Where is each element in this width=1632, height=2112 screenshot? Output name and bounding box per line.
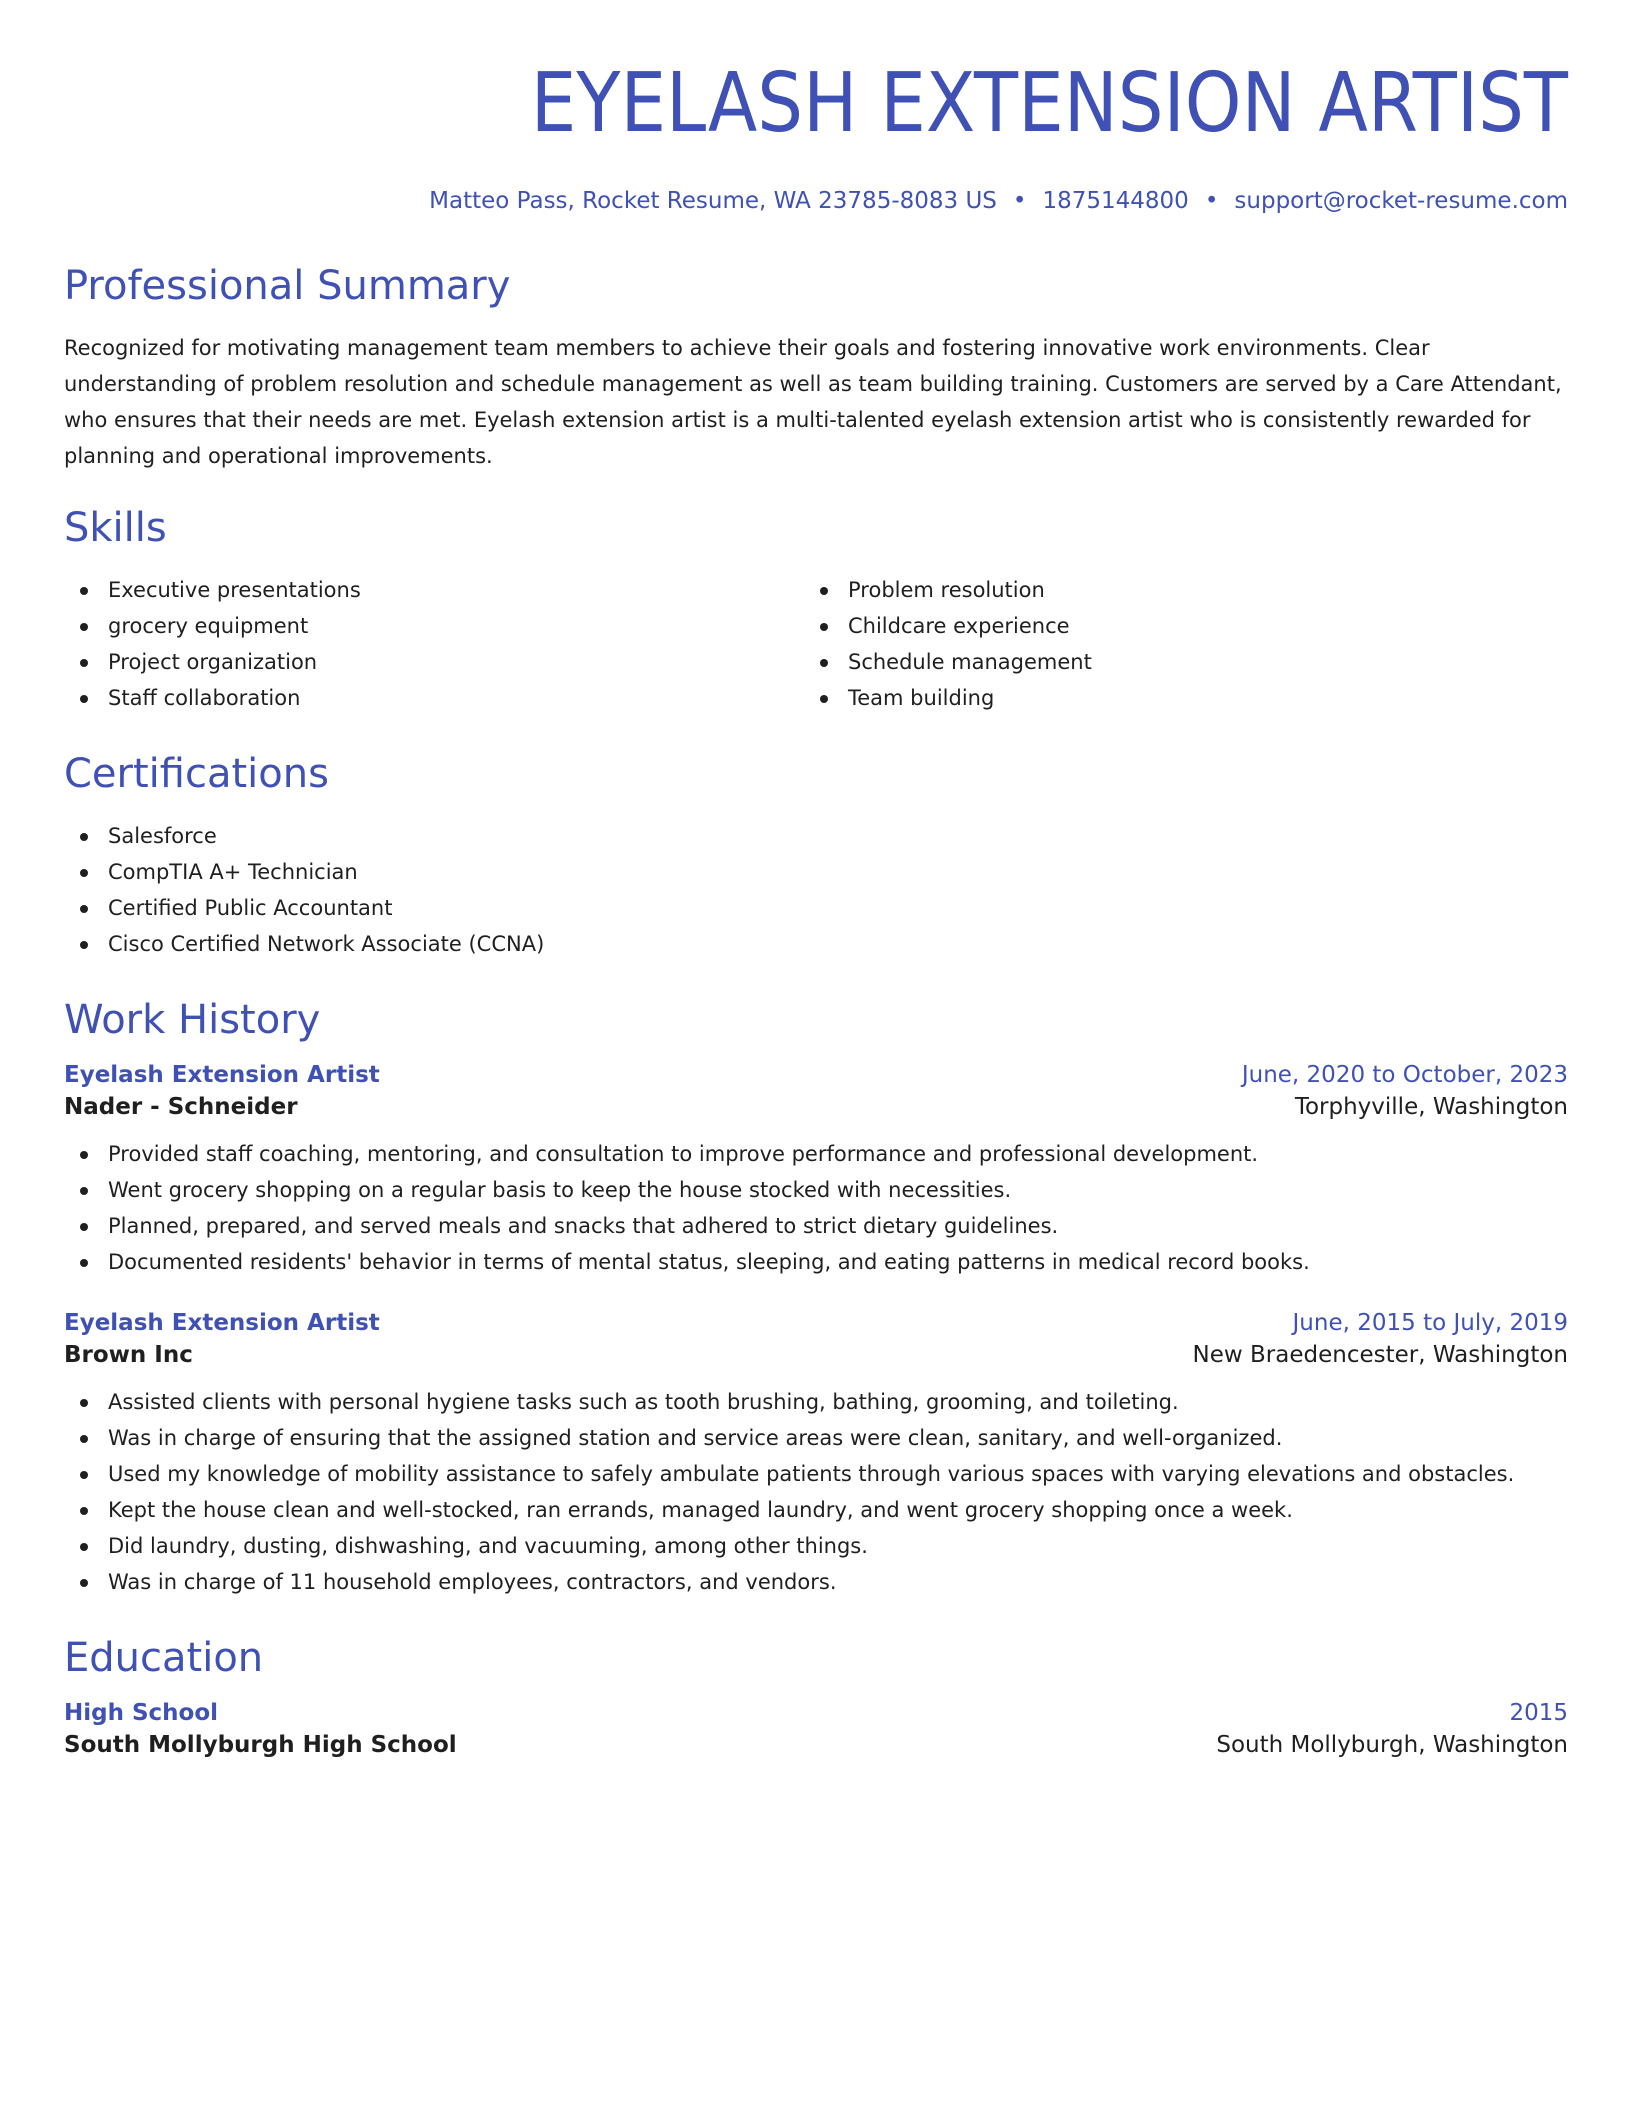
job-bullets	[64, 1136, 1568, 1280]
skills-list-left	[64, 572, 804, 716]
education-year: 2015	[1509, 1700, 1568, 1726]
job-bullet: Went grocery shopping on a regular basis to keep the house stocked with necessities.	[64, 1172, 1568, 1208]
job-bullet: Provided staff coaching, mentoring, and consultation to improve performance and professional development.	[64, 1136, 1568, 1172]
job-dates: June, 2020 to October, 2023	[1241, 1062, 1568, 1088]
job-company: Nader - Schneider	[64, 1094, 298, 1120]
contact-email[interactable]: support@rocket-resume.com	[1234, 188, 1568, 214]
education-school: South Mollyburgh High School	[64, 1732, 457, 1758]
job-header	[64, 1310, 1568, 1336]
skill-item: Childcare experience	[804, 608, 1544, 644]
job-bullet: Used my knowledge of mobility assistance to safely ambulate patients through various spaces with varying elevations and obstacles.	[64, 1456, 1568, 1492]
skill-item: Staff collaboration	[64, 680, 804, 716]
skills-section	[64, 504, 1568, 716]
job-dates: June, 2015 to July, 2019	[1292, 1310, 1568, 1336]
job-bullet: Kept the house clean and well-stocked, ran errands, managed laundry, and went grocery shopping once a week.	[64, 1492, 1568, 1528]
skills-grid	[64, 572, 1568, 716]
job-bullet: Was in charge of 11 household employees, contractors, and vendors.	[64, 1564, 1568, 1600]
job-location: Torphyville, Washington	[1294, 1094, 1568, 1120]
certification-item: Certified Public Accountant	[64, 890, 1568, 926]
skill-item: grocery equipment	[64, 608, 804, 644]
skills-heading: Skills	[64, 505, 167, 551]
education-location: South Mollyburgh, Washington	[1216, 1732, 1568, 1758]
skill-item: Project organization	[64, 644, 804, 680]
job-company: Brown Inc	[64, 1342, 193, 1368]
contact-line	[64, 188, 1568, 214]
education-degree: High School	[64, 1700, 219, 1726]
work-history-section	[64, 996, 1568, 1600]
job-header	[64, 1062, 1568, 1088]
education-subheader	[64, 1732, 1568, 1758]
certifications-list	[64, 818, 1568, 962]
contact-phone: 1875144800	[1042, 188, 1189, 214]
job-subheader	[64, 1094, 1568, 1120]
certification-item: Salesforce	[64, 818, 1568, 854]
skill-item: Schedule management	[804, 644, 1544, 680]
job-bullet: Did laundry, dusting, dishwashing, and vacuuming, among other things.	[64, 1528, 1568, 1564]
certifications-section	[64, 750, 1568, 962]
summary-section	[64, 262, 1568, 474]
education-header	[64, 1700, 1568, 1726]
skill-item: Team building	[804, 680, 1544, 716]
skill-item: Problem resolution	[804, 572, 1544, 608]
certification-item: Cisco Certified Network Associate (CCNA)	[64, 926, 1568, 962]
job-bullet: Planned, prepared, and served meals and snacks that adhered to strict dietary guidelines.	[64, 1208, 1568, 1244]
summary-heading: Professional Summary	[64, 263, 511, 309]
job-bullet: Documented residents' behavior in terms of mental status, sleeping, and eating patterns in medical record books.	[64, 1244, 1568, 1280]
certification-item: CompTIA A+ Technician	[64, 854, 1568, 890]
job-title: Eyelash Extension Artist	[64, 1310, 380, 1336]
skills-list-right	[804, 572, 1544, 716]
job-title: Eyelash Extension Artist	[64, 1062, 380, 1088]
job-bullet: Assisted clients with personal hygiene tasks such as tooth brushing, bathing, grooming, and toileting.	[64, 1384, 1568, 1420]
work-history-heading: Work History	[64, 997, 321, 1043]
resume-header	[64, 56, 1568, 214]
contact-address: Matteo Pass, Rocket Resume, WA 23785-8083 US	[429, 188, 997, 214]
education-heading: Education	[64, 1635, 264, 1681]
certifications-heading: Certifications	[64, 751, 329, 797]
contact-separator: •	[1012, 188, 1027, 214]
job-bullet: Was in charge of ensuring that the assigned station and service areas were clean, sanitary, and well-organized.	[64, 1420, 1568, 1456]
job-entry	[64, 1062, 1568, 1280]
contact-separator: •	[1204, 188, 1219, 214]
job-subheader	[64, 1342, 1568, 1368]
page-title: EYELASH EXTENSION ARTIST	[530, 56, 1568, 151]
job-entry	[64, 1310, 1568, 1600]
education-section	[64, 1634, 1568, 1758]
skill-item: Executive presentations	[64, 572, 804, 608]
summary-text: Recognized for motivating management team members to achieve their goals and fostering innovative work environments. Clear understanding of problem resolution and schedule management as well as team building training. Customers are served by a Care Attendant, who ensures that their needs are met. Eyelash extension artist is a multi-talented eyelash extension artist who is consistently rewarded for planning and operational improvements.	[64, 336, 1562, 468]
job-bullets	[64, 1384, 1568, 1600]
job-location: New Braedencester, Washington	[1192, 1342, 1568, 1368]
